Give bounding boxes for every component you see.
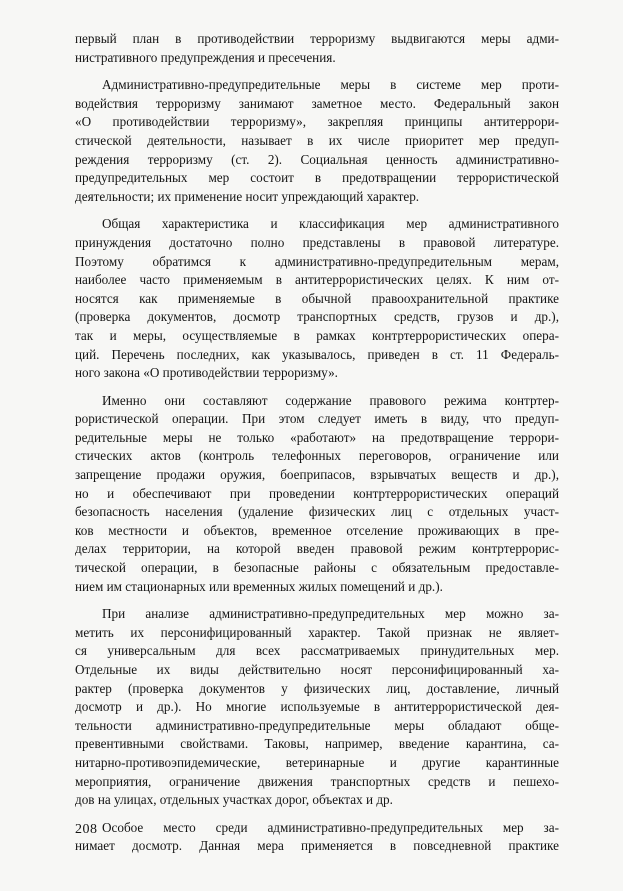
paragraph-personified (75, 605, 559, 810)
text-line: стической деятельности, называет в их числе приоритет мер предуп- (75, 132, 559, 148)
text-line: дов на улицах, отдельных участках дорог, объектах и др. (75, 792, 393, 808)
paragraph-continued (75, 30, 559, 67)
text-line: запрещение продажи оружия, боеприпасов, взрывчатых веществ и др.), (75, 467, 559, 483)
text-line: носятся как применяемые в обычной правоохранительной практике (75, 290, 559, 306)
text-line: редительные меры не только «работают» на предотвращение террори- (75, 429, 559, 445)
text-line: принуждения достаточно полно представлены в правовой литературе. (75, 234, 559, 250)
text-line: реждения терроризму (ст. 2). Социальная ценность административно- (75, 151, 559, 167)
text-line: нитарно-противоэпидемические, ветеринарные и другие карантинные (75, 754, 559, 770)
page-number: 208 (75, 822, 98, 837)
text-line: метить их персонифицированный характер. Такой признак не являет- (75, 624, 559, 640)
paragraph-admin-measures (75, 76, 559, 206)
text-line: Поэтому обратимся к административно-предупредительным мерам, (75, 253, 559, 269)
text-line: первый план в противодействии терроризму выдвигаются меры адми- (75, 31, 559, 46)
text-line: делах территории, на которой введен правовой режим контртеррорис- (75, 541, 559, 557)
text-line: наиболее часто применяемым в антитеррористических целях. К ним от- (75, 272, 559, 288)
text-line: нием им стационарных или временных жилых помещений и др.). (75, 578, 443, 594)
text-line: ций. Перечень последних, как указывалось, приведен в ст. 11 Федераль- (75, 346, 559, 362)
text-line: деятельности; их применение носит упреждающий характер. (75, 188, 420, 204)
text-line: Административно-предупредительные меры в системе мер проти- (102, 77, 559, 93)
text-line: (проверка документов, досмотр транспортных средств, грузов и др.), (75, 309, 559, 325)
text-line: Общая характеристика и классификация мер административного (102, 216, 559, 232)
text-line: ся универсальным для всех рассматриваемых принудительных мер. (75, 643, 559, 659)
text-line: ков местности и объектов, временное отселение проживающих в пре- (75, 522, 559, 538)
text-line: Особое место среди административно-предупредительных мер за- (102, 819, 559, 835)
text-line: тической операции, в безопасные районы с обязательным предоставле- (75, 560, 559, 576)
paragraph-classification (75, 215, 559, 382)
text-line: «О противодействии терроризму», закрепляя принципы антитеррори- (75, 114, 559, 130)
text-line: ного закона «О противодействии терроризму». (75, 365, 338, 381)
paragraph-inspection (75, 819, 559, 856)
text-line: стических актов (контроль телефонных переговоров, ограничение или (75, 448, 559, 464)
text-line: безопасность населения (удаление физических лиц с отдельных участ- (75, 504, 559, 520)
text-line: нистративного предупреждения и пресечения. (75, 49, 336, 65)
text-line: рористической операции. При этом следует иметь в виду, что предуп- (75, 411, 559, 427)
paragraph-legal-regime (75, 392, 559, 597)
text-line: превентивными свойствами. Таковы, например, введение карантина, са- (75, 736, 559, 752)
text-line: предупредительных мер состоит в предотвращении террористической (75, 170, 559, 186)
text-line: досмотр и др.). Но многие используемые в антитеррористической дея- (75, 699, 559, 715)
text-line: но и обеспечивают при проведении контртеррористических операций (75, 485, 559, 501)
text-line: тельности административно-предупредительные меры обладают обще- (75, 717, 559, 733)
text-line: так и меры, осуществляемые в рамках контртеррористических опера- (75, 327, 559, 343)
text-line: рактер (проверка документов у физических лиц, доставление, личный (75, 680, 559, 696)
text-line: Отдельные их виды действительно носят персонифицированный ха- (75, 662, 559, 677)
text-line: Именно они составляют содержание правового режима контртер- (102, 392, 559, 408)
body-text (75, 30, 559, 856)
text-line: мероприятия, ограничение движения транспортных средств и пешехо- (75, 773, 559, 789)
text-line: водействия терроризму занимают заметное место. Федеральный закон (75, 95, 559, 111)
text-line: При анализе административно-предупредительных мер можно за- (102, 606, 559, 622)
text-line: нимает досмотр. Данная мера применяется в повседневной практике (75, 838, 559, 854)
